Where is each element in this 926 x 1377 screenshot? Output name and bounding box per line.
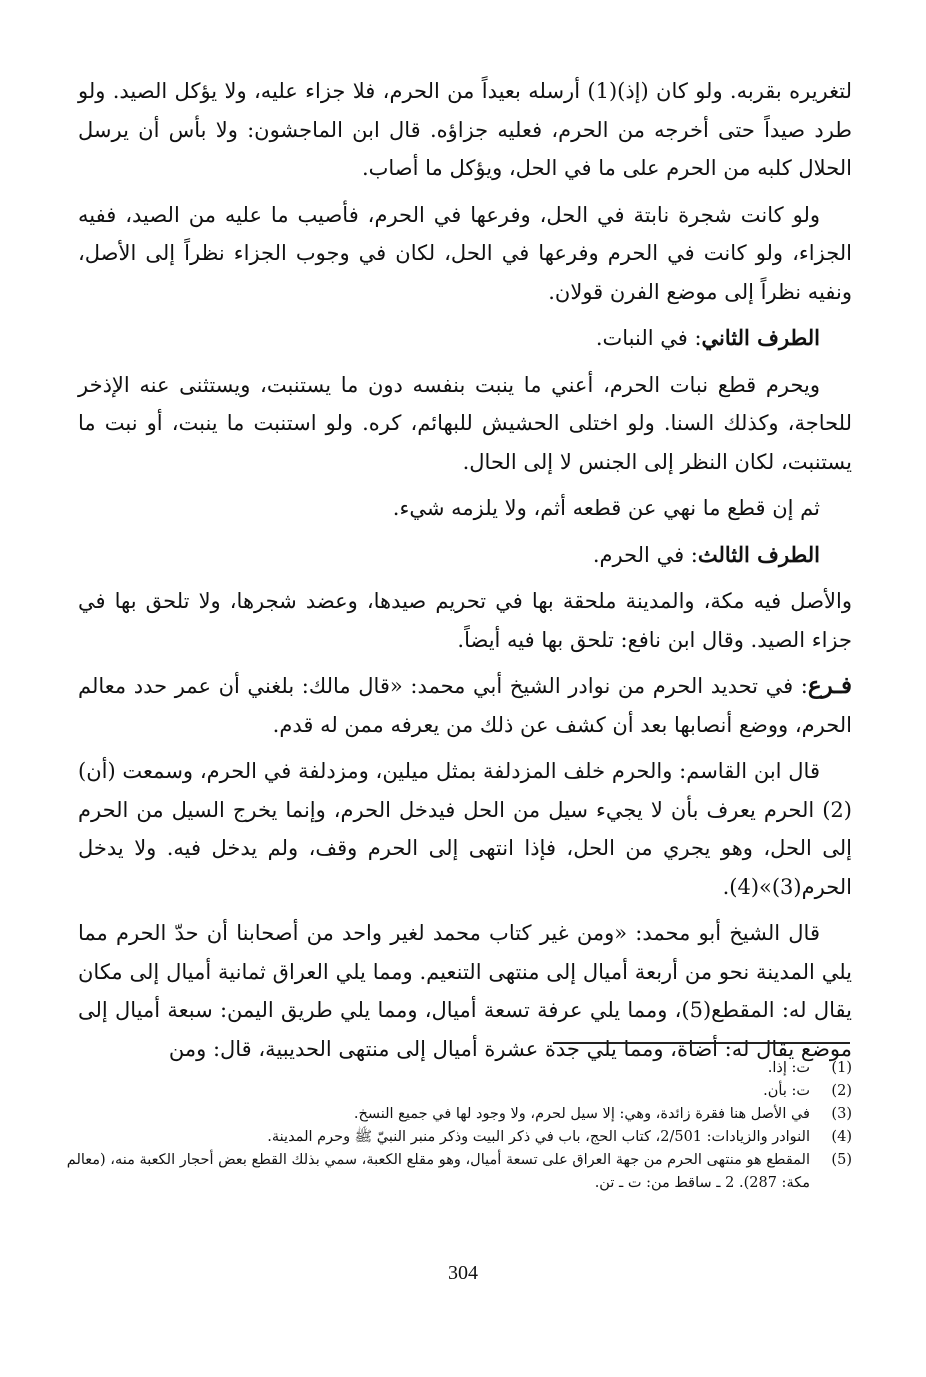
- section-heading-haram-topic: : في الحرم.: [592, 542, 698, 567]
- footnote-text: ت: بأن.: [763, 1083, 810, 1099]
- footnote-5: [52, 1149, 852, 1195]
- footnote-text: في الأصل هنا فقرة زائدة، وهي: إلا سيل لحرم، ولا وجود لها في جميع النسخ.: [353, 1106, 810, 1122]
- paragraph-3: ويحرم قطع نبات الحرم، أعني ما ينبت بنفسه دون ما يستنبت، ويستثنى عنه الإذخر للحاجة، وكذلك السنا. ولو اختلى الحشيش للبهائم، كره. ولو استنبت ما ينبت، أو نبت ما يستنبت، لكان النظر إلى الجنس لا إلى الحال.: [78, 372, 852, 474]
- page-number: 304: [448, 1262, 478, 1284]
- footnote-3: [52, 1103, 852, 1126]
- paragraph-6-text: : في تحديد الحرم من نوادر الشيخ أبي محمد: «قال مالك: بلغني أن عمر حدد معالم الحرم، ووضع أنصابها بعد أن كشف عن ذلك من يعرفه ممن له قدم.: [78, 674, 852, 737]
- paragraph-2: ولو كانت شجرة نابتة في الحل، وفرعها في الحرم، فأصيب ما عليه من الصيد، ففيه الجزاء، ولو كانت في الحرم وفرعها في الحل، لكان في وجوب الجزاء نظراً إلى الأصل، ونفيه نظراً إلى موضع الفرن قولان.: [78, 202, 852, 304]
- footnote-4: [52, 1126, 852, 1149]
- footnote-text: النوادر والزيادات: 2/501، كتاب الحج، باب في ذكر البيت وذكر منبر النبيّ ﷺ وحرم المدينة.: [267, 1129, 810, 1145]
- footnote-2: [52, 1080, 852, 1103]
- footnote-number: (5): [831, 1152, 852, 1168]
- section-heading-haram-label: الطرف الثالث: [697, 541, 820, 567]
- section-heading-plants-topic: : في النبات.: [595, 326, 702, 350]
- footnote-number: (2): [831, 1083, 852, 1099]
- footnotes: [52, 1057, 852, 1195]
- paragraph-6: [78, 667, 852, 744]
- main-text: [78, 72, 852, 1076]
- paragraph-8: قال الشيخ أبو محمد: «ومن غير كتاب محمد لغير واحد من أصحابنا أن حدّ الحرم مما يلي المدينة نحو من أربعة أميال إلى منتهى التنعيم. ومما يلي العراق ثمانية أميال إلى مكان يقال له: المقطع(5)، ومما يلي عرفة تسعة أميال، ومما يلي طريق اليمن: سبعة أميال إلى موضع يقال له: أضاة، ومما يلي جدة عشرة أميال إلى منتهى الحديبية، قال: ومن: [78, 921, 852, 1061]
- footnote-separator: [553, 1042, 850, 1044]
- paragraph-1: لتغريره بقربه. ولو كان (إذ)(1) أرسله بعيداً من الحرم، فلا جزاء عليه، ولا يؤكل الصيد. ولو طرد صيداً حتى أخرجه من الحرم، فعليه جزاؤه. قال ابن الماجشون: ولا بأس أن يرسل الحلال كلبه من الحرم على ما في الحل، ويؤكل ما أصاب.: [78, 79, 852, 180]
- section-heading-plants: [78, 319, 852, 358]
- paragraph-5: والأصل فيه مكة، والمدينة ملحقة بها في تحريم صيدها، وعضد شجرها، ولا تلحق بها في جزاء الصيد. وقال ابن نافع: تلحق بها فيه أيضاً.: [78, 589, 852, 652]
- footnote-number: (4): [831, 1129, 852, 1145]
- paragraph-4: ثم إن قطع ما نهي عن قطعه أثم، ولا يلزمه شيء.: [392, 496, 820, 520]
- paragraph-7: قال ابن القاسم: والحرم خلف المزدلفة بمثل ميلين، ومزدلفة في الحرم، وسمعت (أن)(2) الحرم يعرف بأن لا يجيء سيل من الحل فيدخل الحرم، وإنما يخرج السيل من الحرم إلى الحل، وهو يجري من الحل، فإذا انتهى إلى الحرم وقف، ولم يدخل فيه. ولا يدخل الحرم(3)»(4).: [78, 759, 853, 899]
- footnote-text: المقطع هو منتهى الحرم من جهة العراق على تسعة أميال، وهو مقلع الكعبة، سمي بذلك القطع بعض أحجار الكعبة منه، (معالم مكة: 287). 2 ـ ساقط من: ت ـ تن.: [66, 1152, 810, 1191]
- footnote-1: [52, 1057, 852, 1080]
- section-heading-haram: [78, 536, 852, 575]
- far3-label: فـرع: [807, 672, 852, 699]
- footnote-text: ت: إذا.: [767, 1060, 810, 1076]
- footnote-number: (1): [831, 1060, 852, 1076]
- section-heading-plants-label: الطرف الثاني: [701, 325, 820, 350]
- footnote-number: (3): [831, 1106, 852, 1122]
